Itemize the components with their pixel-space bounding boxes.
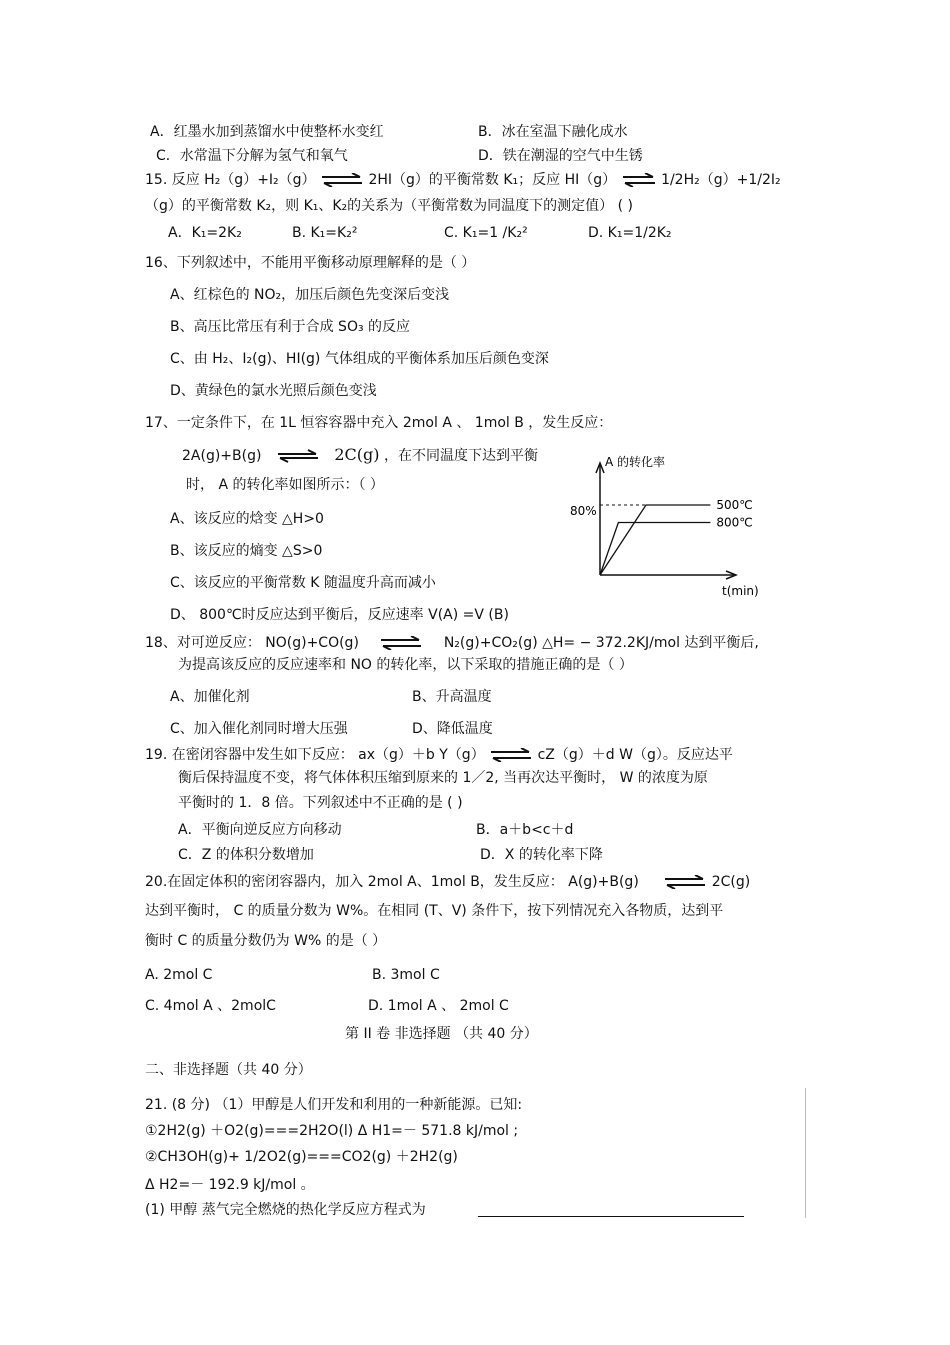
q18-part1: 18、对可逆反应： NO(g)+CO(g) — [145, 635, 359, 651]
q14-option-b: B．冰在室温下融化成水 — [478, 124, 628, 140]
q17-option-b: B、该反应的熵变 △S>0 — [170, 543, 323, 559]
q17-stem: 17、一定条件下，在 1L 恒容容器中充入 2mol A 、 1mol B ，发生反应： — [145, 415, 613, 431]
q19-part2: cZ（g）＋d W（g）。反应达平 — [537, 747, 733, 763]
q19-stem-2: 衡后保持温度不变，将气体体积压缩到原来的 1／2, 当再次达平衡时， W 的浓度为原 — [178, 770, 708, 786]
q15-part2: 2HI（g）的平衡常数 K₁；反应 HI（g） — [368, 172, 617, 188]
q20-option-c: C. 4mol A 、2molC — [145, 998, 276, 1014]
x-axis-label: t(min) — [722, 584, 759, 598]
q19-option-c: C．Z 的体积分数增加 — [178, 847, 314, 863]
q16-option-a: A、红棕色的 NO₂，加压后颜色先变深后变浅 — [170, 287, 450, 303]
q14-option-a: A．红墨水加到蒸馏水中使整杯水变红 — [150, 124, 384, 140]
equilibrium-arrow-icon — [489, 748, 533, 762]
q18-option-b: B、升高温度 — [412, 689, 492, 705]
q16-stem: 16、下列叙述中，不能用平衡移动原理解释的是（ ） — [145, 255, 476, 271]
q18-option-a: A、加催化剂 — [170, 689, 250, 705]
q21-question-1: (1) 甲醇 蒸气完全燃烧的热化学反应方程式为 — [145, 1202, 426, 1218]
q17-equation — [182, 446, 538, 465]
q15-option-a: A．K₁=2K₂ — [168, 225, 242, 241]
q17-product: 2C(g) — [334, 445, 380, 464]
q20-option-b: B. 3mol C — [372, 967, 440, 983]
series-label-2: 800℃ — [716, 515, 753, 530]
q21-equation-1: ①2H2(g) ＋O2(g)===2H2O(l) Δ H1=－ 571.8 kJ/mol ; — [145, 1123, 519, 1139]
q15-option-b: B. K₁=K₂² — [292, 225, 358, 241]
q17-equation-tail: ，在不同温度下达到平衡 — [383, 448, 538, 464]
q17-option-c: C、该反应的平衡常数 K 随温度升高而减小 — [170, 575, 436, 591]
q20-stem — [145, 873, 750, 891]
q19-stem — [145, 746, 733, 764]
equilibrium-arrow-icon — [276, 449, 320, 463]
equilibrium-arrow-icon — [621, 173, 657, 187]
q17-stem-2: 时， A 的转化率如图所示：（ ） — [186, 477, 384, 493]
q15-part1: 15. 反应 H₂（g）+I₂（g） — [145, 172, 316, 188]
q18-stem — [145, 634, 759, 652]
q20-stem-3: 衡时 C 的质量分数仍为 W% 的是（ ） — [145, 933, 387, 949]
margin-line — [805, 1088, 806, 1218]
section-title: 第 II 卷 非选择题 （共 40 分） — [345, 1026, 538, 1042]
y-axis-label: A 的转化率 — [605, 455, 666, 469]
q17-option-a: A、该反应的焓变 △H>0 — [170, 511, 324, 527]
equilibrium-arrow-icon — [379, 636, 423, 650]
q15-stem — [145, 171, 781, 189]
q15-option-d: D. K₁=1/2K₂ — [588, 225, 672, 241]
q19-option-d: D．X 的转化率下降 — [480, 847, 603, 863]
q19-part1: 19. 在密闭容器中发生如下反应： ax（g）＋b Y（g） — [145, 747, 485, 763]
q20-option-a: A. 2mol C — [145, 967, 213, 983]
q17-option-d: D、 800℃时反应达到平衡后，反应速率 V(A) =V (B) — [170, 607, 509, 623]
q16-option-b: B、高压比常压有利于合成 SO₃ 的反应 — [170, 319, 411, 335]
q18-part2: N₂(g)+CO₂(g) △H= − 372.2KJ/mol 达到平衡后, — [443, 635, 759, 651]
conversion-chart — [560, 445, 770, 605]
q20-option-d: D. 1mol A 、 2mol C — [368, 998, 509, 1014]
q19-stem-3: 平衡时的 1．8 倍。下列叙述中不正确的是 ( ) — [178, 795, 463, 811]
q21-equation-2: ②CH3OH(g)+ 1/2O2(g)===CO2(g) ＋2H2(g) — [145, 1149, 458, 1165]
q18-option-c: C、加入催化剂同时增大压强 — [170, 721, 348, 737]
series-label-1: 500℃ — [716, 498, 753, 512]
q19-option-b: B．a＋b<c＋d — [476, 822, 574, 838]
q16-option-d: D、黄绿色的氯水光照后颜色变浅 — [170, 383, 377, 399]
q14-option-c: C．水常温下分解为氢气和氧气 — [156, 148, 348, 164]
answer-blank[interactable] — [478, 1216, 744, 1217]
q15-stem-2: （g）的平衡常数 K₂，则 K₁、K₂的关系为（平衡常数为同温度下的测定值） ( ) — [145, 198, 633, 214]
series-line-1 — [600, 505, 710, 575]
part-heading: 二、非选择题（共 40 分） — [145, 1062, 312, 1078]
q18-stem-2: 为提高该反应的反应速率和 NO 的转化率，以下采取的措施正确的是（ ） — [178, 657, 633, 673]
equilibrium-arrow-icon — [663, 875, 707, 889]
q21-stem: 21. (8 分) （1）甲醇是人们开发和利用的一种新能源。已知: — [145, 1097, 523, 1113]
equilibrium-arrow-icon — [320, 173, 364, 187]
q14-option-d: D．铁在潮湿的空气中生锈 — [478, 148, 643, 164]
q16-option-c: C、由 H₂、I₂(g)、HI(g) 气体组成的平衡体系加压后颜色变深 — [170, 351, 549, 367]
q15-option-c: C. K₁=1 /K₂² — [444, 225, 528, 241]
q17-reactants: 2A(g)+B(g) — [182, 448, 262, 464]
q19-option-a: A．平衡向逆反应方向移动 — [178, 822, 342, 838]
q20-stem-2: 达到平衡时， C 的质量分数为 W%。在相同 (T、V) 条件下，按下列情况充入各物质，达到平 — [145, 903, 724, 919]
q20-part2: 2C(g) — [711, 874, 751, 890]
q18-option-d: D、降低温度 — [412, 721, 493, 737]
q20-part1: 20.在固定体积的密闭容器内，加入 2mol A、1mol B，发生反应： A(g)+B(g) — [145, 874, 639, 890]
q21-equation-3: Δ H2=－ 192.9 kJ/mol 。 — [145, 1177, 315, 1193]
y-tick-label: 80% — [570, 504, 597, 518]
q15-part3: 1/2H₂（g）+1/2I₂ — [661, 172, 781, 188]
